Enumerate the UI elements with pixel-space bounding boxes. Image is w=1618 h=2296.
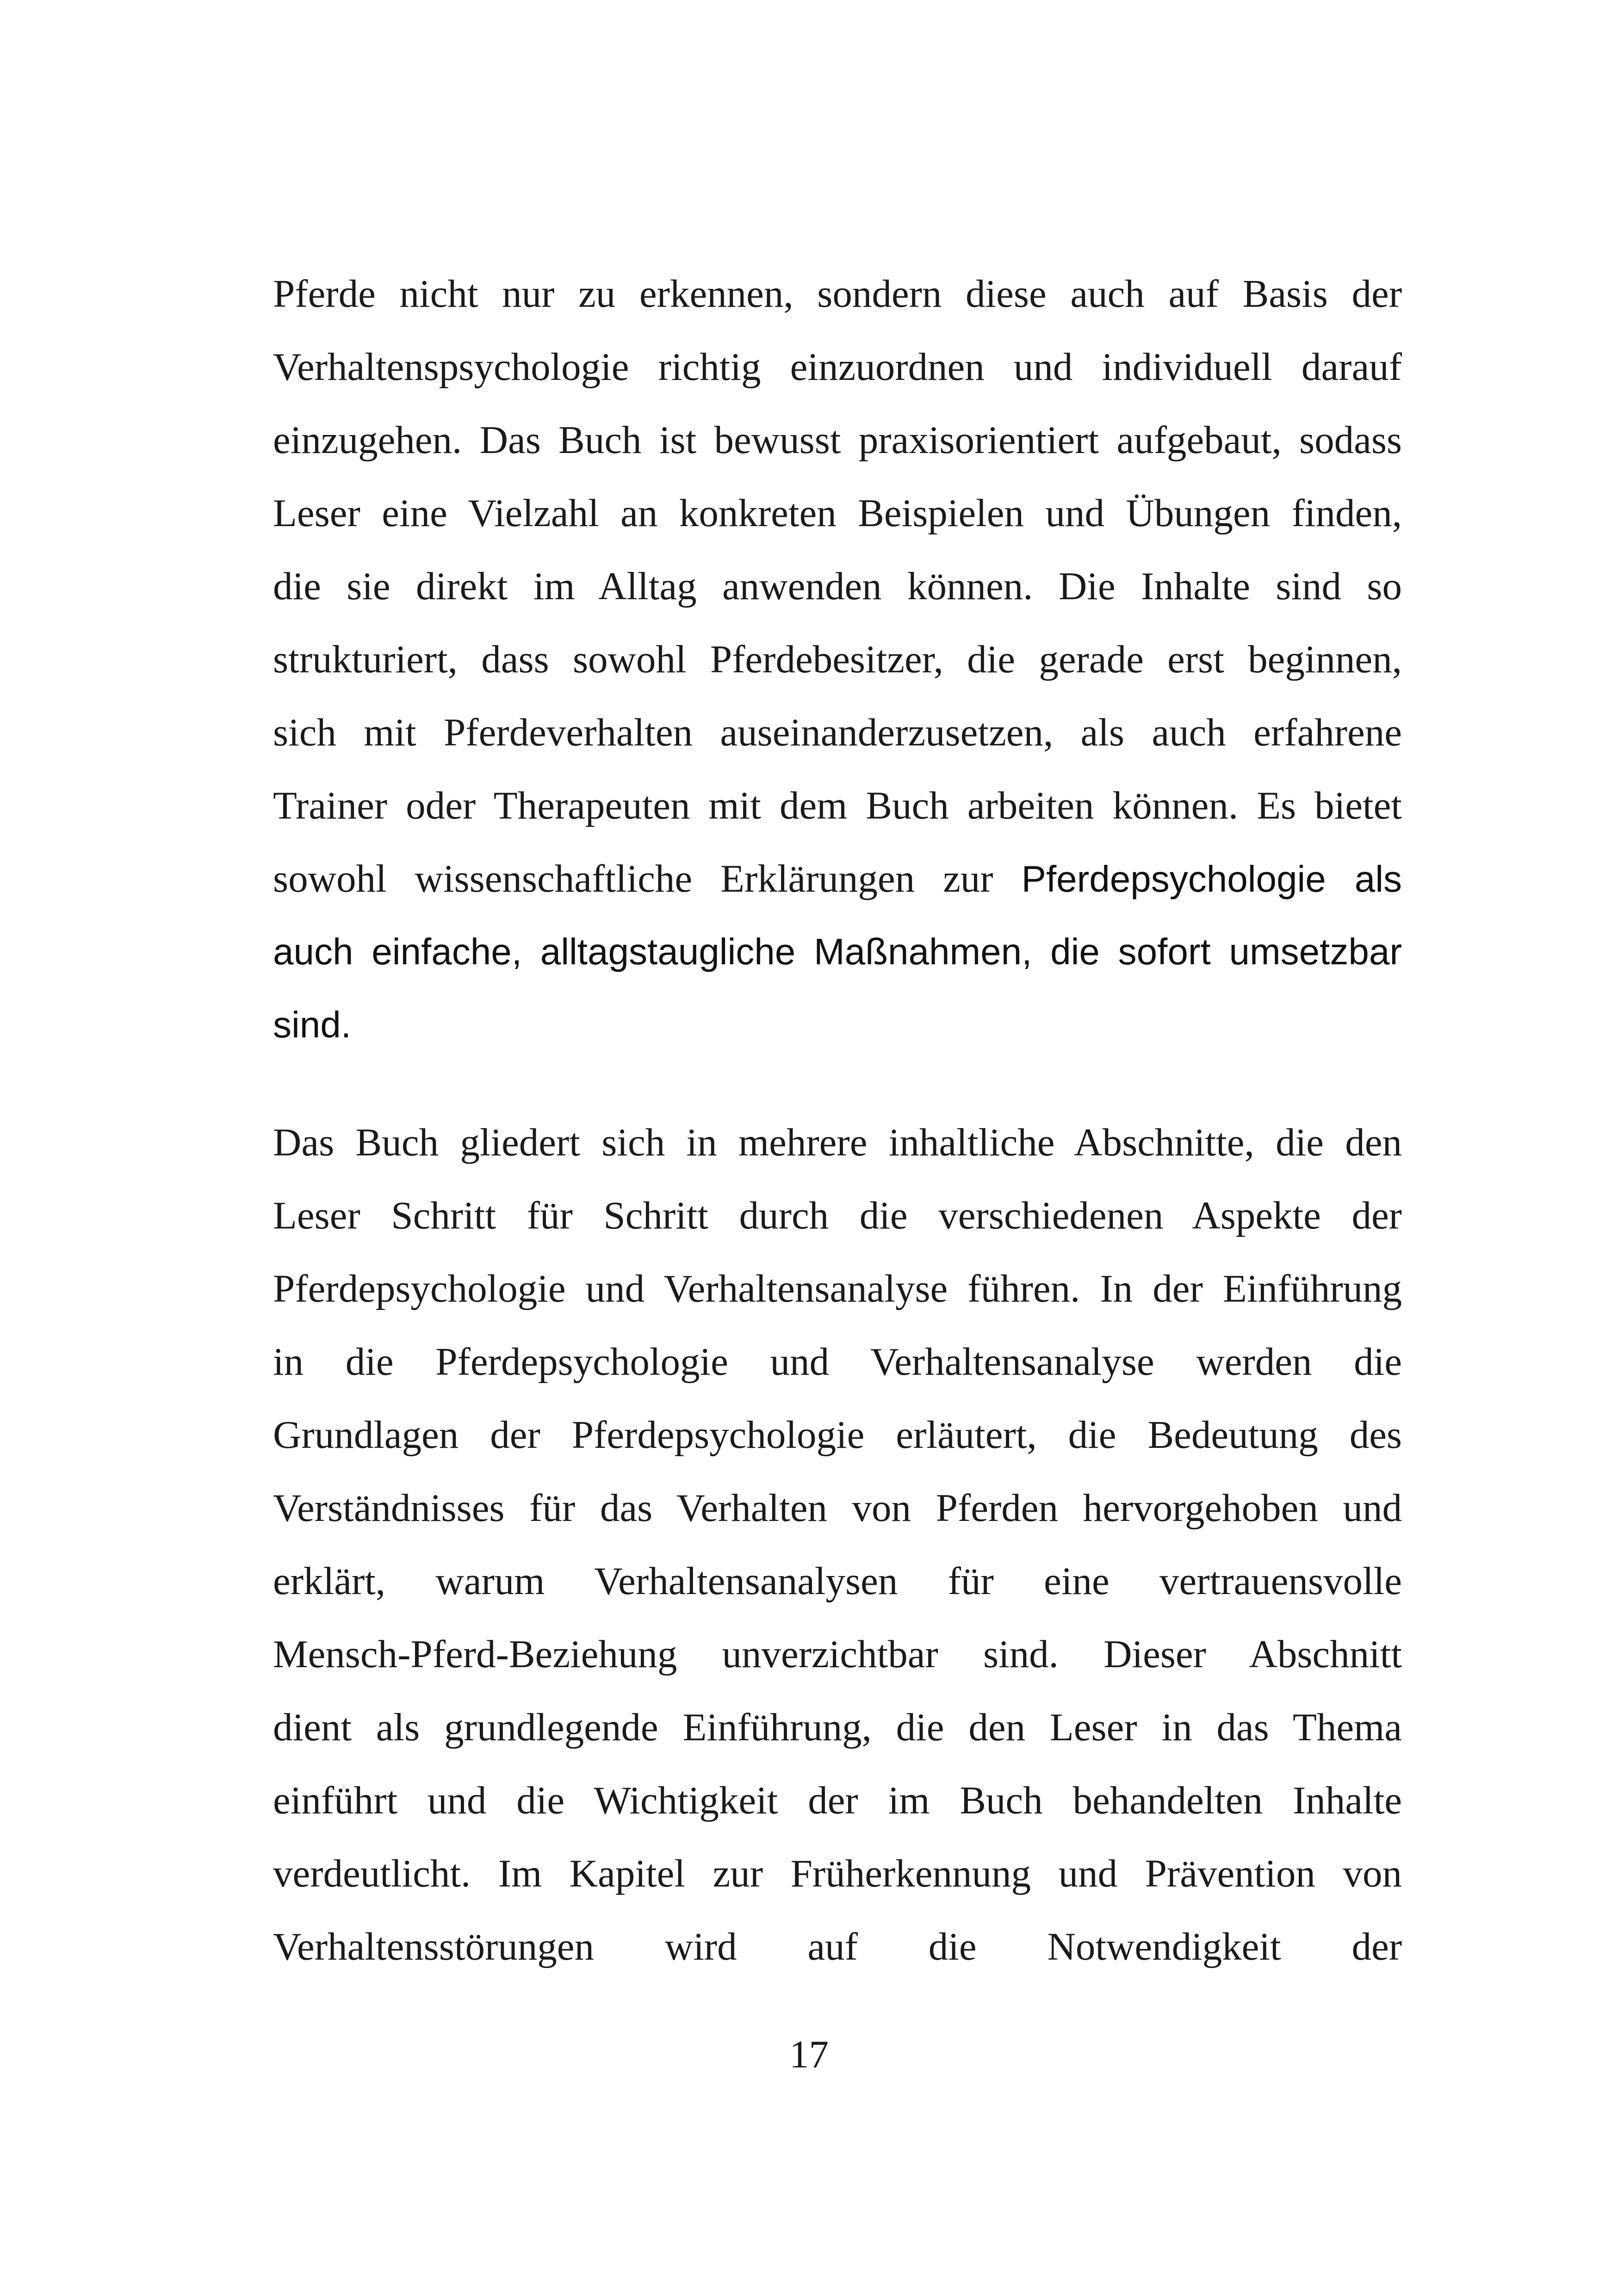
sans-fragment: Pferdepsychologie als <box>1021 858 1402 900</box>
text-line: in die Pferdepsychologie und Verhaltensanalyse werden die <box>273 1340 1402 1384</box>
text-line: dient als grundlegende Einführung, die den Leser in das Thema <box>273 1706 1402 1749</box>
page-number: 17 <box>789 2033 829 2076</box>
text-line: Verhaltenspsychologie richtig einzuordnen und individuell darauf <box>273 345 1402 389</box>
text-line: Leser eine Vielzahl an konkreten Beispielen und Übungen finden, <box>273 491 1402 535</box>
text-line: erklärt, warum Verhaltensanalysen für eine vertrauensvolle <box>273 1559 1402 1603</box>
text-line: Leser Schritt für Schritt durch die verschiedenen Aspekte der <box>273 1194 1402 1237</box>
text-line: Mensch-Pferd-Beziehung unverzichtbar sind. Dieser Abschnitt <box>273 1632 1402 1676</box>
text-line: Verhaltensstörungen wird auf die Notwendigkeit der <box>273 1925 1402 1968</box>
text-line: Pferde nicht nur zu erkennen, sondern diese auch auf Basis der <box>273 272 1402 316</box>
text-line: verdeutlicht. Im Kapitel zur Früherkennung und Prävention von <box>273 1852 1402 1895</box>
text-line: strukturiert, dass sowohl Pferdebesitzer, die gerade erst beginnen, <box>273 638 1402 681</box>
text-line: Verständnisses für das Verhalten von Pferden hervorgehoben und <box>273 1486 1402 1530</box>
text-line: die sie direkt im Alltag anwenden können. Die Inhalte sind so <box>273 565 1402 608</box>
text-line: sich mit Pferdeverhalten auseinanderzusetzen, als auch erfahrene <box>273 711 1402 754</box>
text-line: Grundlagen der Pferdepsychologie erläutert, die Bedeutung des <box>273 1413 1402 1457</box>
text-line: Das Buch gliedert sich in mehrere inhaltliche Abschnitte, die den <box>273 1121 1402 1164</box>
text-line-sans: sind. <box>273 1004 351 1045</box>
text-line: Trainer oder Therapeuten mit dem Buch arbeiten können. Es bietet <box>273 784 1402 827</box>
text-line-sans: auch einfache, alltagstaugliche Maßnahmen, die sofort umsetzbar <box>273 931 1402 972</box>
text-line: einführt und die Wichtigkeit der im Buch behandelten Inhalte <box>273 1779 1402 1822</box>
paragraph-1 <box>273 257 1402 1061</box>
text-line: einzugehen. Das Buch ist bewusst praxisorientiert aufgebaut, sodass <box>273 418 1402 462</box>
text-line-mixed <box>273 842 1402 915</box>
serif-fragment: sowohl wissenschaftliche Erklärungen zur <box>273 857 1022 900</box>
paragraph-2 <box>273 1106 1402 1983</box>
text-line: Pferdepsychologie und Verhaltensanalyse führen. In der Einführung <box>273 1267 1402 1310</box>
